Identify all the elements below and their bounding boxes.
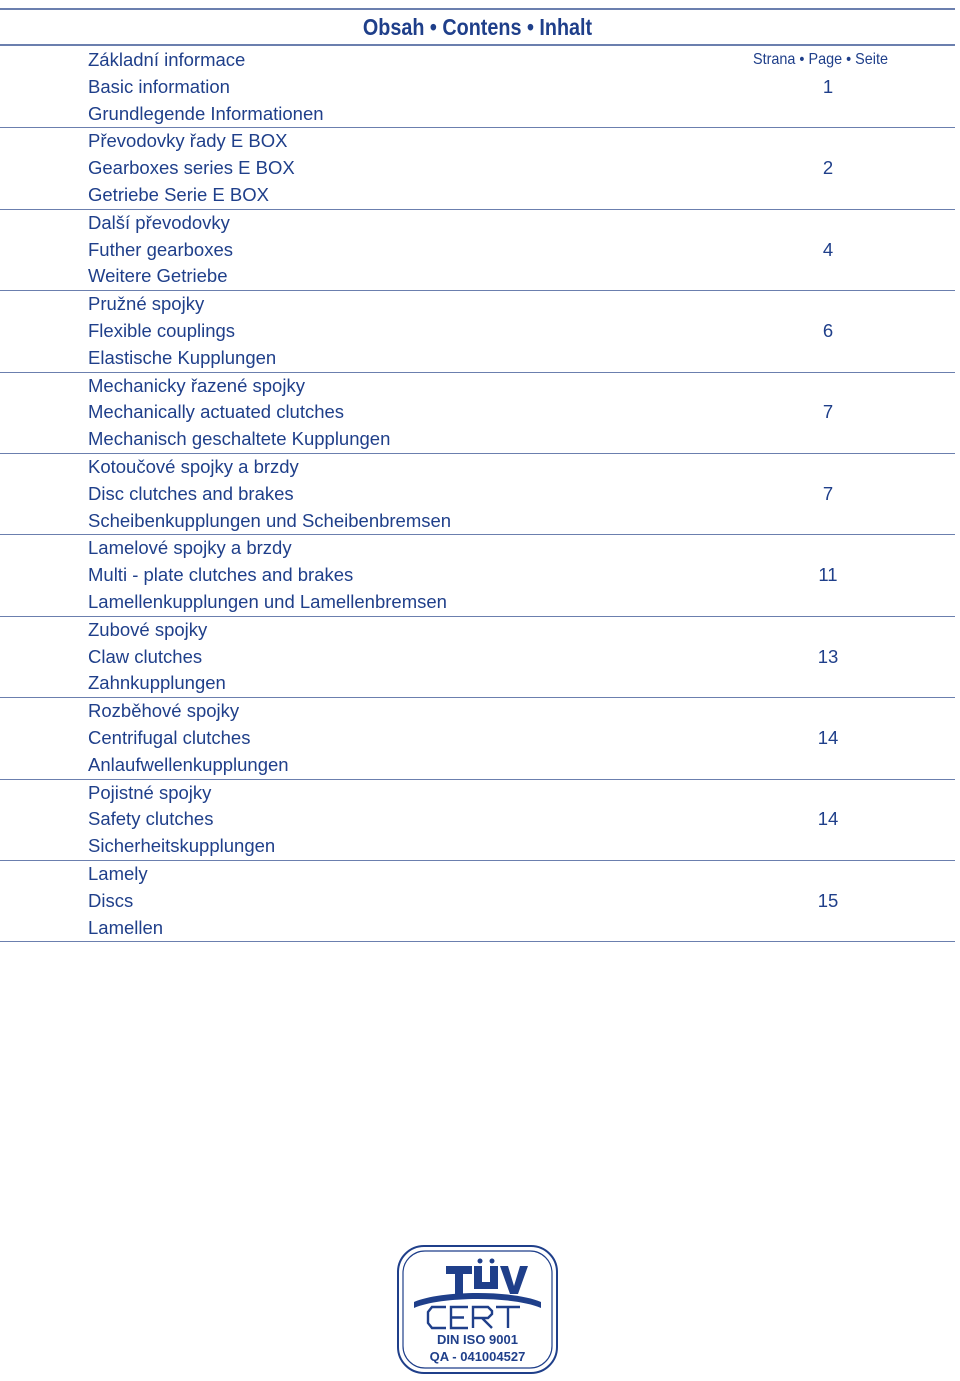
toc-entry-line: Grundlegende Informationen <box>88 102 324 124</box>
toc-entry-line: Zahnkupplungen <box>88 672 226 694</box>
toc-entry <box>0 291 955 372</box>
toc-page-number: 11 <box>818 564 838 586</box>
toc-entry-line: Pružné spojky <box>88 293 205 315</box>
toc-entry-line: Safety clutches <box>88 808 214 830</box>
toc-entry-line: Lamellen <box>88 916 164 938</box>
toc-entry-line: Discs <box>88 889 134 911</box>
toc-entry <box>0 861 955 942</box>
toc-entry <box>0 210 955 291</box>
toc-page-number: 14 <box>817 726 839 748</box>
toc-entry-line: Mechanically actuated clutches <box>88 401 345 423</box>
toc-page-number: 7 <box>822 482 834 504</box>
toc-page-number: 15 <box>817 889 839 911</box>
toc-entry-line: Mechanicky řazené spojky <box>88 374 305 396</box>
toc-page-number: 14 <box>817 808 839 830</box>
toc-entry-line: Anlaufwellenkupplungen <box>88 753 289 775</box>
toc-entry-line: Mechanisch geschaltete Kupplungen <box>88 428 391 450</box>
certification-standard: DIN ISO 9001 <box>437 1332 518 1347</box>
toc-page-number: 2 <box>822 157 834 179</box>
toc-entry-line: Disc clutches and brakes <box>88 482 294 504</box>
toc-entry-line: Základní informace <box>88 49 246 70</box>
certification-registration: QA - 041004527 <box>429 1349 526 1364</box>
toc-entry-line: Claw clutches <box>88 645 203 667</box>
toc-entry <box>0 373 955 454</box>
toc-entry-line: Centrifugal clutches <box>88 726 251 748</box>
toc-entry-line: Multi - plate clutches and brakes <box>88 564 354 586</box>
toc-entry-line: Flexible couplings <box>88 319 236 341</box>
toc-entry <box>0 780 955 861</box>
page-title: Obsah • Contens • Inhalt <box>362 14 593 40</box>
toc-entry-line: Futher gearboxes <box>88 238 234 260</box>
toc-entry-line: Getriebe Serie E BOX <box>88 183 269 205</box>
toc-entry-line: Scheibenkupplungen und Scheibenbremsen <box>88 509 452 531</box>
toc-entry-line: Převodovky řady E BOX <box>88 130 288 152</box>
table-of-contents <box>0 47 955 942</box>
toc-entry-line: Lamellenkupplungen und Lamellenbremsen <box>88 590 447 612</box>
toc-entry <box>0 617 955 698</box>
toc-entry-line: Zubové spojky <box>88 618 208 640</box>
toc-entry-line: Kotoučové spojky a brzdy <box>88 455 299 477</box>
toc-entry-line: Rozběhové spojky <box>88 700 240 722</box>
toc-entry-line: Lamely <box>88 862 148 884</box>
title-bar <box>0 8 955 46</box>
toc-entry-line: Gearboxes series E BOX <box>88 157 295 179</box>
toc-entry-line: Sicherheitskupplungen <box>88 835 276 857</box>
toc-entry-line: Elastische Kupplungen <box>88 346 277 368</box>
toc-entry-line: Lamelové spojky a brzdy <box>88 537 292 559</box>
toc-entry <box>0 698 955 779</box>
toc-entry-line: Další převodovky <box>88 211 230 233</box>
toc-entry <box>0 535 955 616</box>
toc-page-number: 6 <box>822 319 834 341</box>
toc-page-number: 4 <box>822 238 834 260</box>
toc-entry <box>0 47 955 128</box>
toc-entry-line: Weitere Getriebe <box>88 265 228 287</box>
page-column-label: Strana • Page • Seite <box>753 51 888 68</box>
toc-entry <box>0 128 955 209</box>
toc-entry <box>0 454 955 535</box>
toc-entry-line: Pojistné spojky <box>88 781 212 803</box>
toc-page-number: 7 <box>822 401 834 423</box>
toc-entry-line: Basic information <box>88 75 230 97</box>
toc-page-number: 1 <box>822 75 834 97</box>
toc-page-number: 13 <box>817 645 839 667</box>
